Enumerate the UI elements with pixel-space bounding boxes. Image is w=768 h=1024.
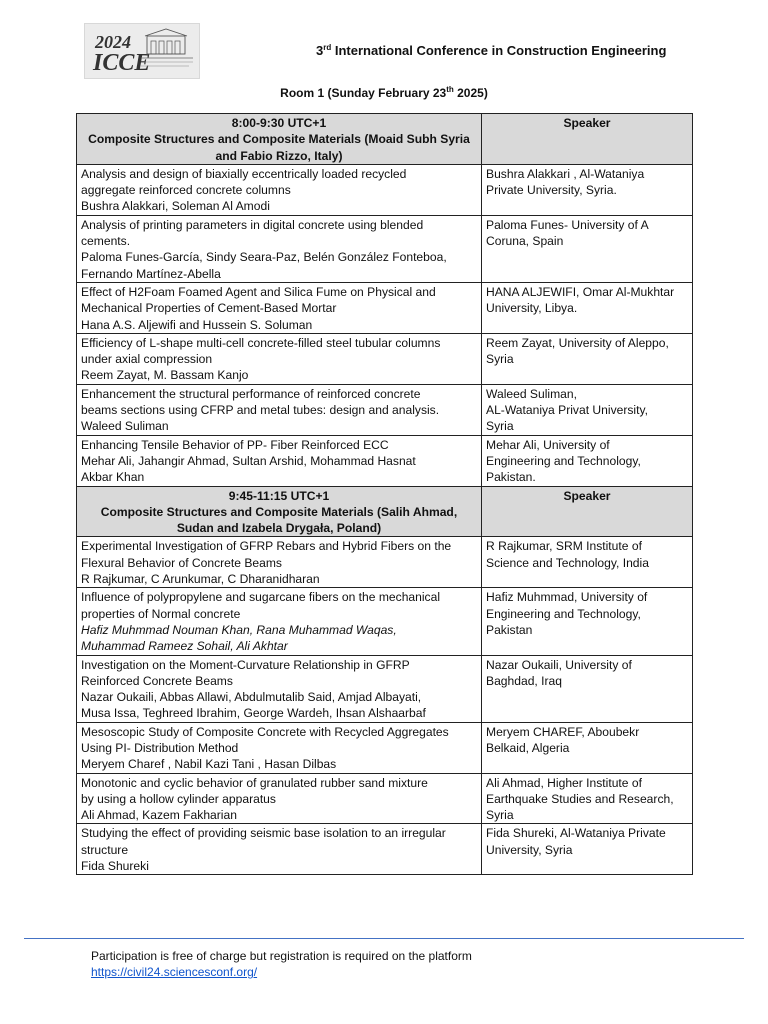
speaker-line: Pakistan. [486, 470, 536, 485]
speaker-line: Syria [486, 808, 514, 823]
talk-authors-line: Hana A.S. Aljewifi and Hussein S. Soluman [81, 317, 313, 332]
svg-text:2024: 2024 [95, 32, 131, 52]
speaker-line: Fida Shureki, Al-Wataniya Private [486, 826, 666, 841]
room-title-year: 2025) [457, 86, 488, 100]
talk-authors-line: Fida Shureki [81, 859, 149, 874]
talk-row [77, 435, 693, 486]
talk-row [77, 384, 693, 435]
speaker-line: Engineering and Technology, [486, 453, 641, 468]
talk-title-line: Efficiency of L-shape multi-cell concrete-filled steel tubular columns [81, 335, 441, 350]
conference-ordinal-suffix: rd [323, 43, 332, 52]
talk-authors-line: Paloma Funes-García, Sindy Seara-Paz, Belén González Fonteboa, [81, 250, 447, 265]
talk-row [77, 824, 693, 875]
talk-row [77, 655, 693, 722]
speaker-cell [482, 215, 693, 282]
speaker-column-header: Speaker [482, 486, 693, 537]
logo-graphic [85, 24, 199, 78]
speaker-line: Private University, Syria. [486, 183, 617, 198]
session-header-row [77, 114, 693, 165]
talk-authors-line: Musa Issa, Teghreed Ibrahim, George Wardeh, Ihsan Alshaarbaf [81, 706, 426, 721]
speaker-line: Hafiz Muhmmad, University of [486, 590, 648, 605]
session-title-cell [77, 486, 482, 537]
speaker-cell [482, 282, 693, 333]
talk-authors-line: Meryem Charef , Nabil Kazi Tani , Hasan Dilbas [81, 757, 337, 772]
talk-title-line: structure [81, 842, 129, 857]
speaker-line: Reem Zayat, University of Aleppo, [486, 335, 669, 350]
room-title-prefix: Room 1 (Sunday February 23 [280, 86, 447, 100]
talk-title-line: Analysis of printing parameters in digital concrete using blended [81, 217, 424, 232]
talk-authors-line: Akbar Khan [81, 470, 145, 485]
speaker-cell [482, 722, 693, 773]
conference-number: 3 [316, 43, 324, 58]
speaker-line: Engineering and Technology, [486, 606, 641, 621]
speaker-line: University, Libya. [486, 301, 578, 316]
footer-divider [24, 938, 744, 939]
talk-cell [77, 655, 482, 722]
talk-title-line: Studying the effect of providing seismic base isolation to an irregular [81, 826, 446, 841]
speaker-cell [482, 537, 693, 588]
talk-cell [77, 588, 482, 655]
talk-cell [77, 384, 482, 435]
talk-authors-line: Mehar Ali, Jahangir Ahmad, Sultan Arshid, Mohammad Hasnat [81, 453, 416, 468]
session-title-line: Composite Structures and Composite Materials (Moaid Subh Syria [88, 132, 470, 147]
session-title-line: and Fabio Rizzo, Italy) [215, 148, 343, 163]
speaker-line: Paloma Funes- University of A [486, 217, 649, 232]
talk-row [77, 537, 693, 588]
talk-title-line: Enhancing Tensile Behavior of PP- Fiber Reinforced ECC [81, 437, 389, 452]
talk-title-line: aggregate reinforced concrete columns [81, 183, 291, 198]
speaker-line: Meryem CHAREF, Aboubekr [486, 724, 640, 739]
talk-cell [77, 773, 482, 824]
talk-authors-line: Hafiz Muhmmad Nouman Khan, Rana Muhammad Waqas, [81, 622, 397, 637]
speaker-line: R Rajkumar, SRM Institute of [486, 539, 642, 554]
speaker-line: Waleed Suliman, [486, 386, 577, 401]
talk-cell [77, 824, 482, 875]
talk-cell [77, 435, 482, 486]
conference-title [316, 43, 666, 58]
speaker-line: Earthquake Studies and Research, [486, 791, 674, 806]
session-title-cell [77, 114, 482, 165]
talk-title-line: cements. [81, 234, 131, 249]
speaker-line: Ali Ahmad, Higher Institute of [486, 775, 642, 790]
talk-title-line: Monotonic and cyclic behavior of granulated rubber sand mixture [81, 775, 428, 790]
registration-link[interactable]: https://civil24.sciencesconf.org/ [91, 965, 258, 979]
speaker-line: AL-Wataniya Privat University, [486, 403, 648, 418]
speaker-cell [482, 824, 693, 875]
speaker-line: Bushra Alakkari , Al-Wataniya [486, 166, 645, 181]
talk-title-line: Mechanical Properties of Cement-Based Mortar [81, 301, 337, 316]
speaker-line: Belkaid, Algeria [486, 740, 570, 755]
talk-title-line: Experimental Investigation of GFRP Rebars and Hybrid Fibers on the [81, 539, 452, 554]
speaker-column-header: Speaker [482, 114, 693, 165]
talk-authors-line: Waleed Suliman [81, 419, 169, 434]
session-time: 8:00-9:30 UTC+1 [231, 116, 327, 130]
speaker-cell [482, 164, 693, 215]
talk-cell [77, 215, 482, 282]
footer-note: Participation is free of charge but registration is required on the platform [91, 949, 472, 963]
speaker-line: Coruna, Spain [486, 234, 564, 249]
program-table [76, 113, 693, 875]
talk-row [77, 282, 693, 333]
speaker-cell [482, 588, 693, 655]
talk-cell [77, 333, 482, 384]
talk-title-line: Effect of H2Foam Foamed Agent and Silica Fume on Physical and [81, 284, 436, 299]
talk-title-line: Analysis and design of biaxially eccentrically loaded recycled [81, 166, 407, 181]
talk-row [77, 215, 693, 282]
talk-authors-line: R Rajkumar, C Arunkumar, C Dharanidharan [81, 572, 320, 587]
speaker-cell [482, 655, 693, 722]
session-header-row [77, 486, 693, 537]
room-title-suffix: th [446, 85, 454, 94]
talk-authors-line: Reem Zayat, M. Bassam Kanjo [81, 368, 249, 383]
talk-authors-line: Muhammad Rameez Sohail, Ali Akhtar [81, 639, 288, 654]
speaker-line: Pakistan [486, 622, 533, 637]
talk-cell [77, 282, 482, 333]
talk-title-line: beams sections using CFRP and metal tubes: design and analysis. [81, 403, 440, 418]
talk-cell [77, 722, 482, 773]
conference-name: International Conference in Construction Engineering [334, 43, 667, 58]
talk-title-line: Influence of polypropylene and sugarcane fibers on the mechanical [81, 590, 441, 605]
speaker-line: HANA ALJEWIFI, Omar Al-Mukhtar [486, 284, 675, 299]
session-title-line: Composite Structures and Composite Materials (Salih Ahmad, [100, 504, 458, 519]
talk-row [77, 722, 693, 773]
speaker-line: Mehar Ali, University of [486, 437, 610, 452]
talk-title-line: by using a hollow cylinder apparatus [81, 791, 276, 806]
speaker-cell [482, 333, 693, 384]
speaker-cell [482, 384, 693, 435]
speaker-line: University, Syria [486, 842, 573, 857]
talk-row [77, 164, 693, 215]
speaker-line: Syria [486, 419, 514, 434]
talk-authors-line: Fernando Martínez-Abella [81, 266, 221, 281]
talk-title-line: Mesoscopic Study of Composite Concrete with Recycled Aggregates [81, 724, 449, 739]
talk-title-line: properties of Normal concrete [81, 606, 241, 621]
talk-row [77, 333, 693, 384]
session-time: 9:45-11:15 UTC+1 [228, 488, 330, 503]
conference-logo [84, 23, 200, 79]
speaker-line: Nazar Oukaili, University of [486, 657, 632, 672]
talk-cell [77, 537, 482, 588]
svg-text:ICCE: ICCE [93, 50, 151, 76]
room-title [0, 86, 768, 100]
talk-authors-line: Nazar Oukaili, Abbas Allawi, Abdulmutalib Said, Amjad Albayati, [81, 690, 422, 705]
talk-title-line: Investigation on the Moment-Curvature Relationship in GFRP [81, 657, 410, 672]
speaker-cell [482, 435, 693, 486]
talk-title-line: under axial compression [81, 352, 213, 367]
speaker-cell [482, 773, 693, 824]
talk-authors-line: Ali Ahmad, Kazem Fakharian [81, 808, 237, 823]
speaker-line: Syria [486, 352, 514, 367]
speaker-line: Baghdad, Iraq [486, 673, 562, 688]
talk-cell [77, 164, 482, 215]
talk-title-line: Enhancement the structural performance of reinforced concrete [81, 386, 421, 401]
talk-title-line: Reinforced Concrete Beams [81, 673, 233, 688]
talk-title-line: Using PI- Distribution Method [81, 740, 239, 755]
talk-row [77, 773, 693, 824]
speaker-line: Science and Technology, India [486, 555, 649, 570]
talk-title-line: Flexural Behavior of Concrete Beams [81, 555, 282, 570]
session-title-line: Sudan and Izabela Drygała, Poland) [176, 521, 382, 536]
talk-row [77, 588, 693, 655]
talk-authors-line: Bushra Alakkari, Soleman Al Amodi [81, 199, 270, 214]
